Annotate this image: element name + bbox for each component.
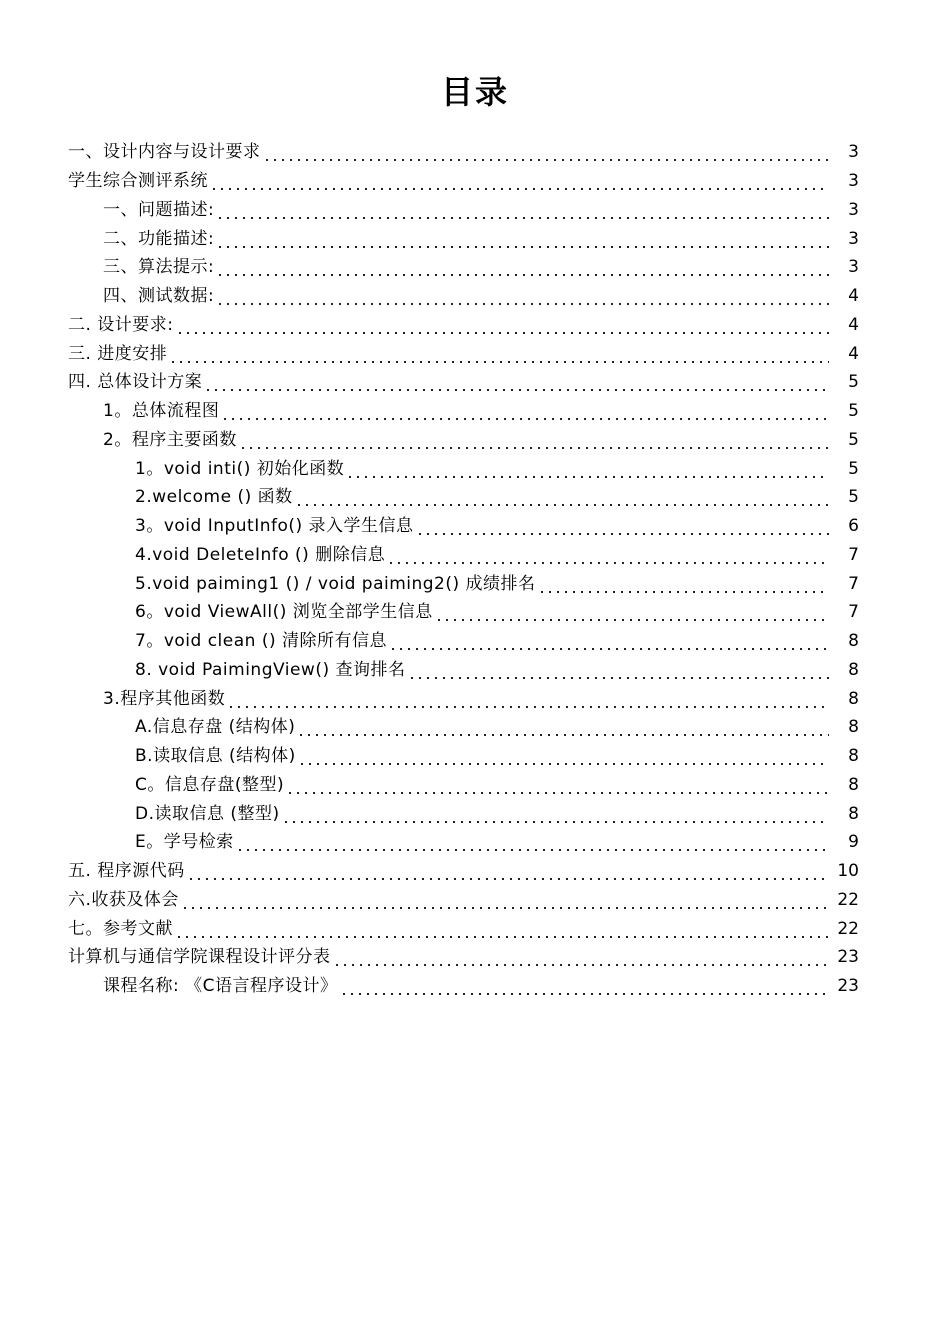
toc-page-number: 6 <box>848 516 859 537</box>
toc-page-number: 10 <box>837 861 859 882</box>
toc-entry-label: 六.收获及体会 <box>68 889 179 910</box>
toc-entry[interactable] <box>0 742 950 771</box>
toc-entry[interactable] <box>0 339 950 368</box>
toc-dot-leader <box>204 371 829 393</box>
toc-dot-leader <box>295 486 829 508</box>
toc-entry[interactable] <box>0 512 950 541</box>
toc-entry-label: 1。总体流程图 <box>103 401 220 422</box>
toc-entry-label: 5.void paiming1 () / void paiming2() 成绩排名 <box>135 573 536 594</box>
toc-entry[interactable] <box>0 138 950 167</box>
toc-entry-label: C。信息存盘(整型) <box>135 774 285 795</box>
toc-entry[interactable] <box>0 224 950 253</box>
toc-entry-label: A.信息存盘 (结构体) <box>135 717 296 738</box>
toc-entry-label: D.读取信息 (整型) <box>135 803 280 824</box>
toc-dot-leader <box>181 889 829 911</box>
toc-page-number: 22 <box>837 889 859 910</box>
toc-page-number: 4 <box>848 314 859 335</box>
toc-dot-leader <box>176 314 829 336</box>
toc-entry[interactable] <box>0 684 950 713</box>
toc-dot-leader <box>389 630 829 652</box>
toc-entry-label: 4.void DeleteInfo () 删除信息 <box>135 544 386 565</box>
toc-dot-leader <box>227 688 829 710</box>
toc-entry-label: 2。程序主要函数 <box>103 429 237 450</box>
toc-page-number: 3 <box>848 171 859 192</box>
toc-entry[interactable] <box>0 569 950 598</box>
toc-dot-leader <box>216 256 829 278</box>
toc-page-number: 7 <box>848 573 859 594</box>
toc-entry-label: 3。void InputInfo() 录入学生信息 <box>135 516 414 537</box>
toc-entry[interactable] <box>0 627 950 656</box>
toc-page-number: 4 <box>848 343 859 364</box>
toc-dot-leader <box>216 199 829 221</box>
toc-dot-leader <box>298 745 829 767</box>
toc-entry-label: 四. 总体设计方案 <box>68 372 203 393</box>
toc-dot-leader <box>175 918 829 940</box>
toc-entry-label: E。学号检索 <box>135 832 234 853</box>
toc-page-number: 8 <box>848 659 859 680</box>
toc-entry[interactable] <box>0 397 950 426</box>
toc-page-number: 5 <box>848 429 859 450</box>
toc-page-number: 9 <box>848 832 859 853</box>
toc-page-number: 8 <box>848 803 859 824</box>
toc-page-number: 5 <box>848 372 859 393</box>
toc-entry-label: 三、算法提示: <box>103 257 215 278</box>
toc-dot-leader <box>216 285 829 307</box>
toc-dot-leader <box>282 803 829 825</box>
toc-dot-leader <box>538 573 829 595</box>
toc-dot-leader <box>387 544 829 566</box>
toc-page-number: 23 <box>837 976 859 997</box>
toc-entry[interactable] <box>0 541 950 570</box>
toc-dot-leader <box>221 400 829 422</box>
toc-page-number: 4 <box>848 286 859 307</box>
toc-entry[interactable] <box>0 828 950 857</box>
toc-entry[interactable] <box>0 598 950 627</box>
toc-entry-label: 二. 设计要求: <box>68 314 174 335</box>
toc-entry-label: B.读取信息 (结构体) <box>135 746 296 767</box>
toc-entry-label: 七。参考文献 <box>68 918 173 939</box>
toc-entry[interactable] <box>0 426 950 455</box>
toc-page-number: 8 <box>848 746 859 767</box>
toc-entry[interactable] <box>0 196 950 225</box>
toc-entry-label: 3.程序其他函数 <box>103 688 226 709</box>
toc-dot-leader <box>340 975 829 997</box>
toc-page-number: 5 <box>848 458 859 479</box>
toc-page-number: 7 <box>848 544 859 565</box>
toc-dot-leader <box>187 860 829 882</box>
toc-entry-label: 三. 进度安排 <box>68 343 168 364</box>
toc-page-number: 3 <box>848 199 859 220</box>
toc-entry-label: 8. void PaimingView() 查询排名 <box>135 659 406 680</box>
toc-dot-leader <box>239 429 829 451</box>
toc-dot-leader <box>346 458 829 480</box>
table-of-contents <box>0 138 950 1001</box>
toc-dot-leader <box>333 946 830 968</box>
toc-entry-label: 学生综合测评系统 <box>68 171 208 192</box>
toc-entry[interactable] <box>0 914 950 943</box>
toc-entry[interactable] <box>0 799 950 828</box>
toc-entry-label: 五. 程序源代码 <box>68 861 185 882</box>
toc-entry-label: 1。void inti() 初始化函数 <box>135 458 345 479</box>
toc-page-number: 3 <box>848 142 859 163</box>
toc-entry[interactable] <box>0 857 950 886</box>
toc-entry-label: 课程名称: 《C语言程序设计》 <box>103 976 338 997</box>
toc-dot-leader <box>408 659 830 681</box>
toc-entry-label: 6。void ViewAll() 浏览全部学生信息 <box>135 602 433 623</box>
toc-page-number: 3 <box>848 228 859 249</box>
toc-entry[interactable] <box>0 368 950 397</box>
page-title: 目录 <box>440 73 509 111</box>
toc-entry[interactable] <box>0 943 950 972</box>
toc-page-number: 8 <box>848 774 859 795</box>
toc-page-number: 3 <box>848 257 859 278</box>
toc-page-number: 8 <box>848 717 859 738</box>
toc-dot-leader <box>286 774 829 796</box>
toc-entry-label: 一、设计内容与设计要求 <box>68 142 261 163</box>
toc-page-number: 8 <box>848 688 859 709</box>
toc-page-number: 23 <box>837 947 859 968</box>
toc-page-number: 8 <box>848 631 859 652</box>
toc-entry[interactable] <box>0 656 950 685</box>
toc-entry-label: 2.welcome () 函数 <box>135 487 293 508</box>
toc-dot-leader <box>297 716 829 738</box>
toc-dot-leader <box>416 515 829 537</box>
toc-dot-leader <box>435 601 829 623</box>
toc-entry-label: 7。void clean () 清除所有信息 <box>135 631 387 652</box>
toc-entry[interactable] <box>0 454 950 483</box>
toc-page-number: 5 <box>848 401 859 422</box>
toc-entry[interactable] <box>0 311 950 340</box>
toc-dot-leader <box>216 228 829 250</box>
toc-entry[interactable] <box>0 282 950 311</box>
toc-entry[interactable] <box>0 972 950 1001</box>
toc-page-number: 22 <box>837 918 859 939</box>
toc-entry-label: 一、问题描述: <box>103 199 215 220</box>
toc-page-number: 5 <box>848 487 859 508</box>
toc-entry[interactable] <box>0 167 950 196</box>
toc-entry-label: 四、测试数据: <box>103 286 215 307</box>
toc-entry[interactable] <box>0 771 950 800</box>
toc-entry[interactable] <box>0 483 950 512</box>
toc-entry[interactable] <box>0 886 950 915</box>
toc-entry-label: 计算机与通信学院课程设计评分表 <box>68 947 331 968</box>
toc-dot-leader <box>263 141 830 163</box>
toc-page-number: 7 <box>848 602 859 623</box>
toc-entry[interactable] <box>0 253 950 282</box>
toc-entry[interactable] <box>0 713 950 742</box>
toc-entry-label: 二、功能描述: <box>103 228 215 249</box>
toc-dot-leader <box>236 831 829 853</box>
toc-dot-leader <box>210 170 829 192</box>
toc-dot-leader <box>169 343 829 365</box>
